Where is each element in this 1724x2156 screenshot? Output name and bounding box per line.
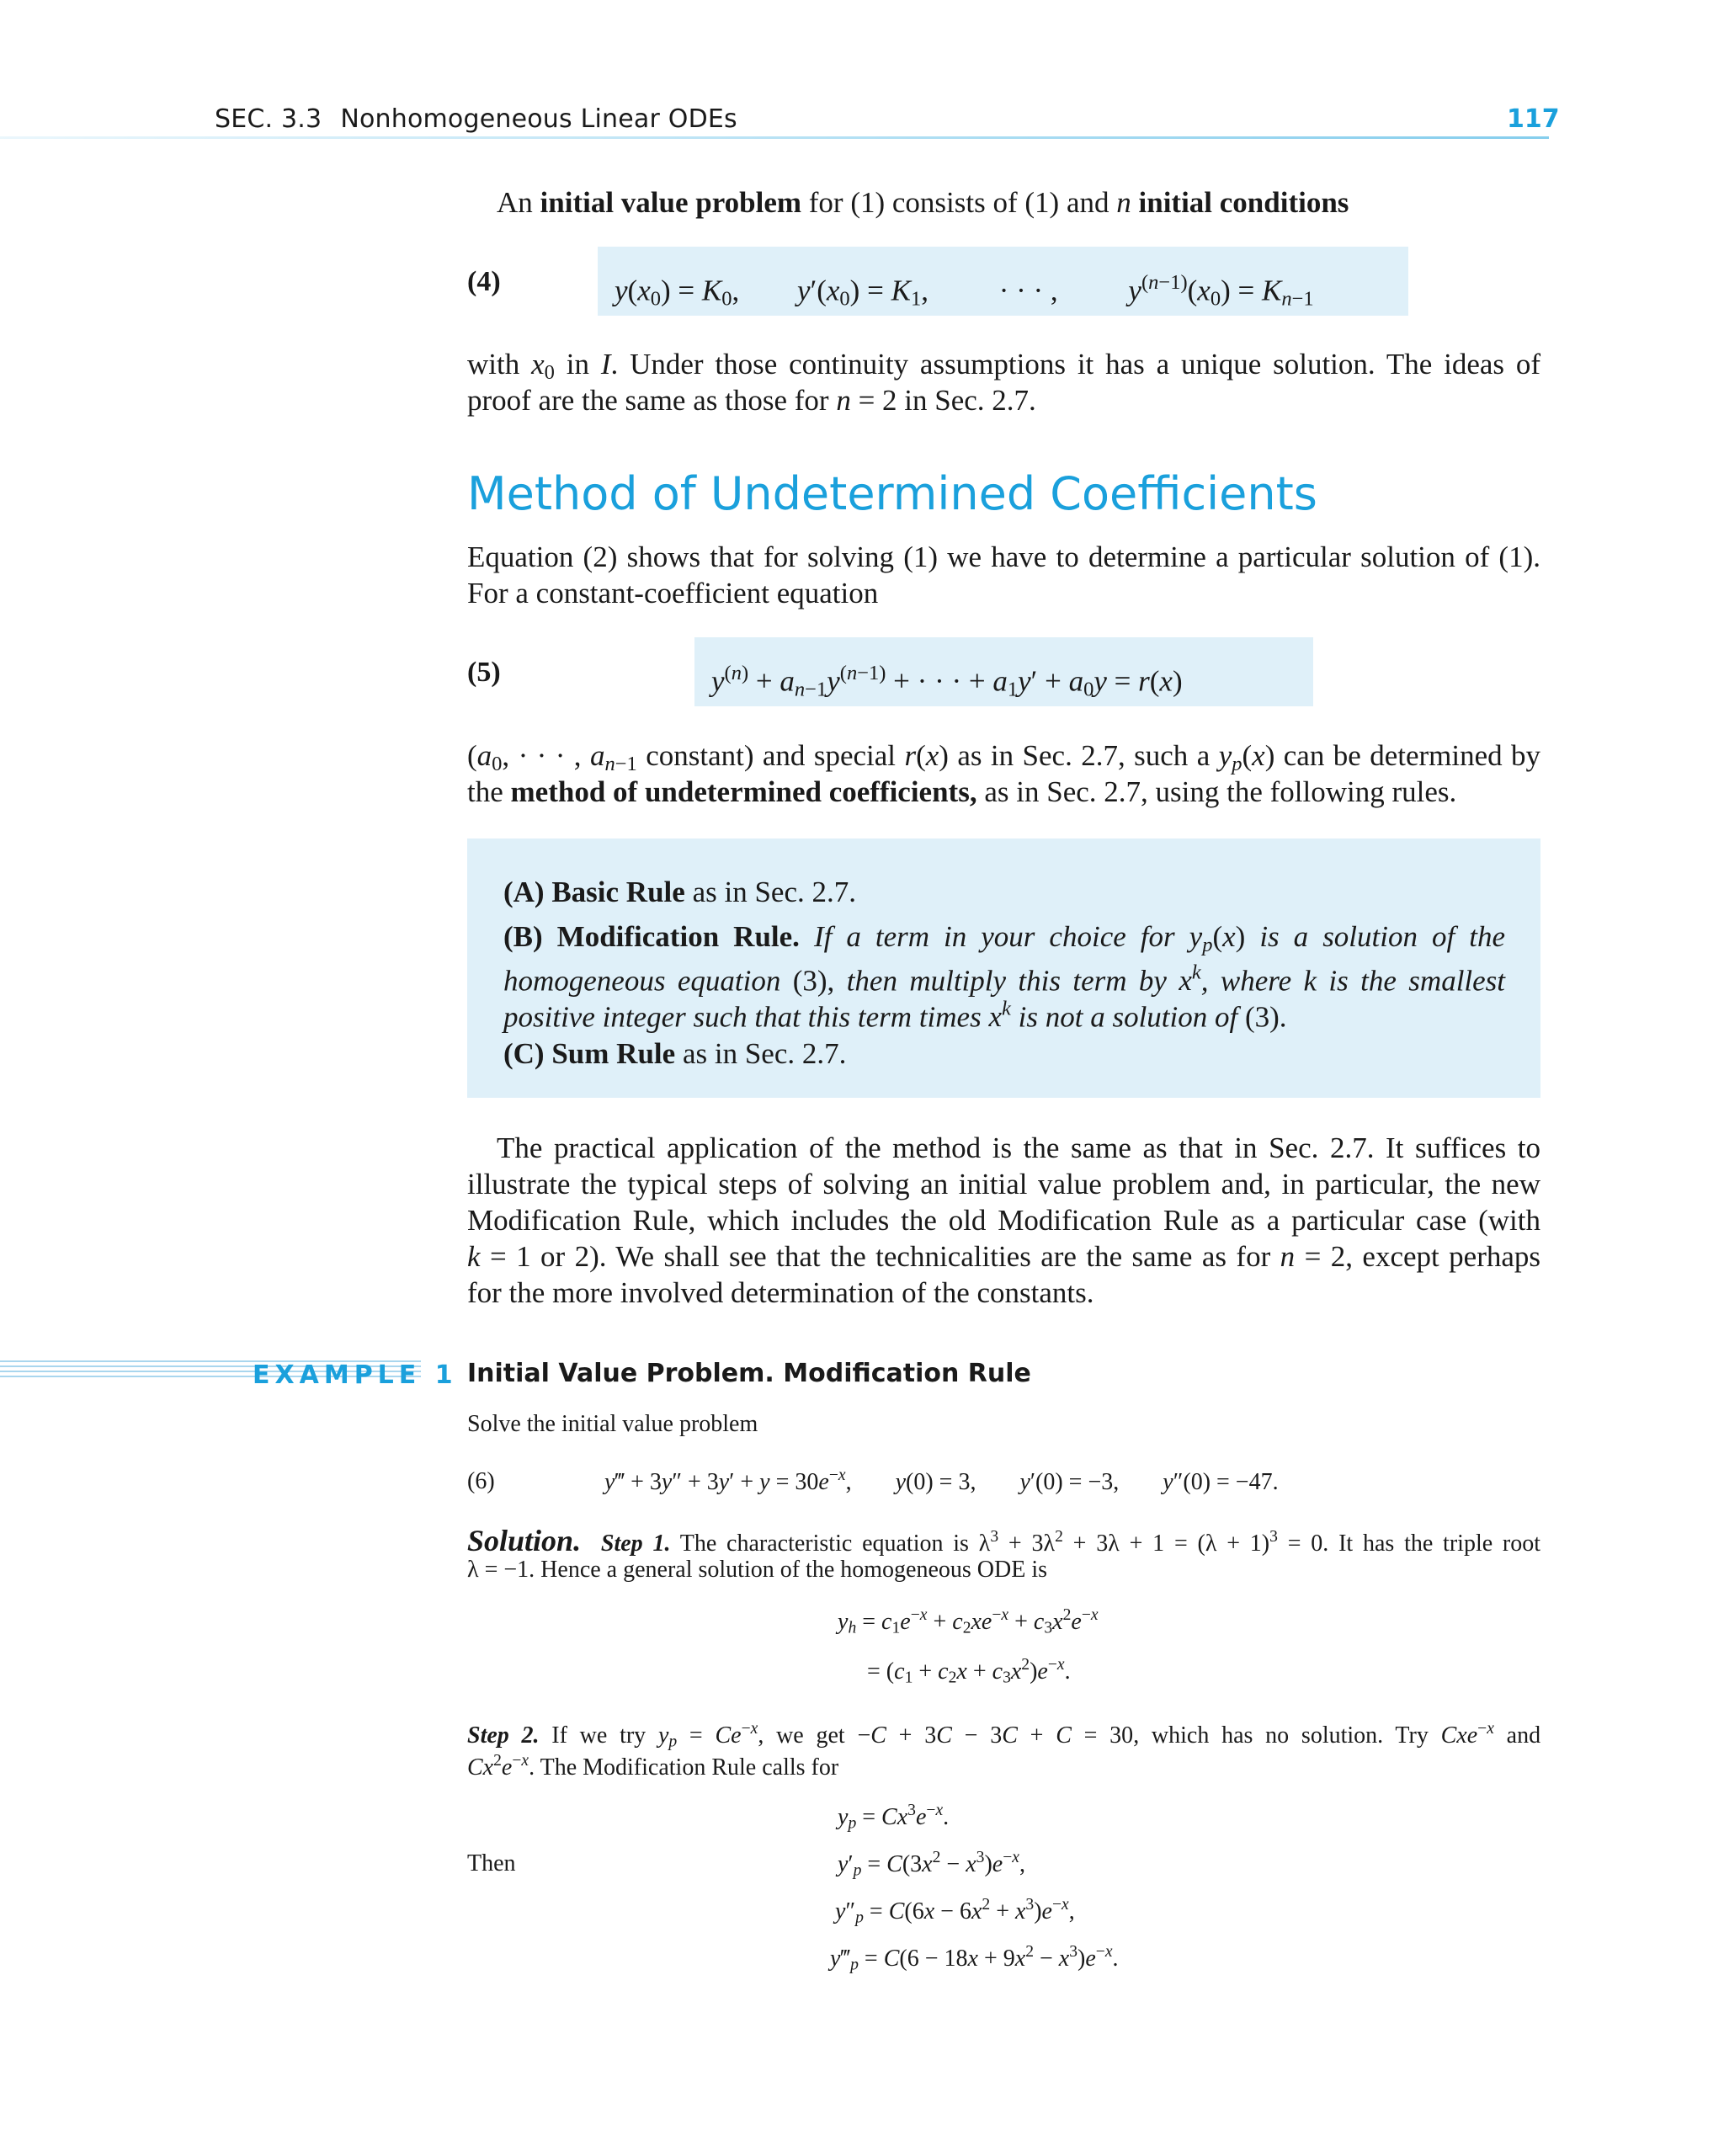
rule-b-line2: homogeneous equation (3), then multiply this term by $x^k$, where k is the smallest xyxy=(503,961,1506,998)
paragraph-after-eq5: ($a_0$, · · · , $a_{n-1}$ constant) and special r(x) as in Sec. 2.7, such a $y_p(x)$ can be determined by xyxy=(467,739,1541,776)
equation-number-4: (4) xyxy=(467,266,501,297)
term-initial-conditions: initial conditions xyxy=(1138,186,1349,219)
section-heading: Method of Undetermined Coefficients xyxy=(467,467,1317,520)
term-initial-value-problem: initial value problem xyxy=(540,186,802,219)
practical-line5: for the more involved determination of the constants. xyxy=(467,1276,1094,1309)
equation-number-6: (6) xyxy=(467,1468,495,1494)
paragraph-after-eq5-line2: the method of undetermined coefficients, as in Sec. 2.7, using the following rules. xyxy=(467,775,1457,808)
equation-number-5: (5) xyxy=(467,657,501,688)
practical-line2: illustrate the typical steps of solving an initial value problem and, in particular, the new xyxy=(467,1168,1540,1200)
rule-b-line1: (B) Modification Rule. If a term in your choice for $y_p(x)$ is a solution of the xyxy=(503,920,1505,957)
example-title: Initial Value Problem. Modification Rule xyxy=(467,1359,1031,1388)
example-solve-text: Solve the initial value problem xyxy=(467,1411,758,1437)
solution-step1-line2: λ = −1. Hence a general solution of the homogeneous ODE is xyxy=(467,1557,1048,1583)
yp-double-prime-equation: $y''_p = C(6x - 6x^2 + x^3)e^{-x}$, xyxy=(835,1896,1075,1927)
practical-line3: Modification Rule, which includes the old Modification Rule as a particular case (with xyxy=(467,1204,1540,1237)
solution-step1-line1: Solution. Step 1. The characteristic equation is $\lambda^3 + 3\lambda^2 + 3\lambda + 1 = (\lambda + 1)^3 = 0$. It has the triple root xyxy=(467,1523,1541,1557)
yh-equation-2: = $(c_1 + c_2x + c_3x^2)e^{-x}$. xyxy=(867,1656,1071,1687)
section-number: SEC. 3.3 xyxy=(215,104,322,134)
solution-step2-line1: Step 2. If we try $y_p = Ce^{-x}$, we get −C + 3C − 3C + C = 30, which has no solution. Try Cxe$^{-x}$ and xyxy=(467,1720,1541,1751)
equation-4: $y(x_0) = K_0$, $y'(x_0) = K_1$, · · · , $y^{(n-1)}(x_0) = K_{n-1}$ xyxy=(615,271,1314,311)
then-label: Then xyxy=(467,1850,516,1877)
intro-paragraph-line1: Equation (2) shows that for solving (1) we have to determine a particular solution of (1). xyxy=(467,540,1540,573)
yh-equation-1: $y_h = c_1e^{-x} + c_2xe^{-x} + c_3x^2e^{-x}$ xyxy=(838,1606,1099,1637)
example-label: EXAMPLE 1 xyxy=(253,1360,458,1390)
equation-6: y‴ + $3y'' + 3y' + y = 30e^{-x}$, y(0) = 3, y′(0) = −3, y″(0) = −47. xyxy=(604,1467,1279,1495)
running-header xyxy=(215,104,737,134)
yp-prime-equation: $y'_p = C(3x^2 - x^3)e^{-x}$, xyxy=(838,1849,1025,1880)
yp-triple-prime-equation: $y‴_p = C(6 - 18x + 9x^2 - x^3)e^{-x}$. xyxy=(830,1943,1119,1974)
intro-paragraph-line2: For a constant-coefficient equation xyxy=(467,577,879,610)
rule-b-line3: positive integer such that this term times $x^k$ is not a solution of (3). xyxy=(503,998,1287,1034)
practical-line4: k = 1 or 2). We shall see that the technicalities are the same as for n = 2, except perhaps xyxy=(467,1240,1541,1273)
header-rule xyxy=(0,136,1549,139)
chapter-section-title: Nonhomogeneous Linear ODEs xyxy=(340,104,737,134)
page-number: 117 xyxy=(1507,104,1560,134)
solution-label: Solution. xyxy=(467,1523,582,1557)
equation-5: $y^{(n)} + a_{n-1}y^{(n-1)}$ + · · · + $a_1y' + a_0y = r(x)$ xyxy=(711,662,1183,701)
ivp-intro: An initial value problem for (1) consists of (1) and n initial conditions xyxy=(497,186,1349,219)
rule-c: (C) Sum Rule as in Sec. 2.7. xyxy=(503,1037,847,1070)
rule-a: (A) Basic Rule as in Sec. 2.7. xyxy=(503,876,856,908)
yp-equation: $y_p = Cx^3e^{-x}$. xyxy=(838,1802,950,1833)
paragraph-after-eq4-line2: proof are the same as those for n = 2 in Sec. 2.7. xyxy=(467,384,1036,417)
term-method-undetermined: method of undetermined coefficients, xyxy=(510,775,977,808)
paragraph-after-eq4: with $x_0$ in I. Under those continuity assumptions it has a unique solution. The ideas of xyxy=(467,348,1541,385)
practical-line1: The practical application of the method is the same as that in Sec. 2.7. It suffices to xyxy=(497,1131,1540,1164)
solution-step2-line2: $Cx^2e^{-x}$. The Modification Rule calls for xyxy=(467,1752,839,1781)
